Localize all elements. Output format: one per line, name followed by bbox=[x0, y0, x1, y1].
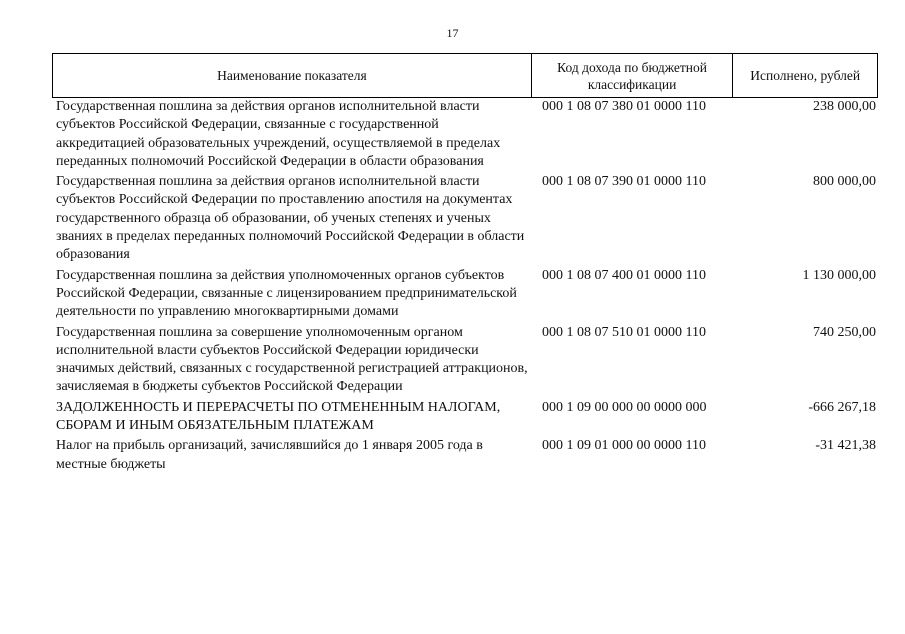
row-code: 000 1 08 07 510 01 0000 110 bbox=[542, 324, 706, 340]
header-code: Код дохода по бюджетной классификации bbox=[532, 54, 734, 97]
table-row bbox=[52, 267, 878, 324]
row-code: 000 1 09 00 000 00 0000 000 bbox=[542, 399, 707, 415]
row-code: 000 1 08 07 380 01 0000 110 bbox=[542, 99, 706, 114]
row-value: 238 000,00 bbox=[813, 99, 876, 114]
row-name: Налог на прибыль организаций, зачислявшийся до 1 января 2005 года в местные бюджеты bbox=[56, 438, 483, 472]
row-value: -31 421,38 bbox=[815, 438, 876, 454]
row-value: 1 130 000,00 bbox=[802, 267, 876, 283]
table-row bbox=[52, 98, 878, 173]
row-code: 000 1 08 07 390 01 0000 110 bbox=[542, 174, 706, 190]
row-value: 740 250,00 bbox=[813, 324, 876, 340]
table-row bbox=[52, 399, 878, 438]
row-value: 800 000,00 bbox=[813, 174, 876, 190]
row-name: Государственная пошлина за действия органов исполнительной власти субъектов Российской Федерации по проставлению апостиля на документах государственного образца об образовании, об ученых степенях и ученых званиях в пределах переданных полномочий Российской Федерации в области образования bbox=[56, 174, 525, 263]
header-value: Исполнено, рублей bbox=[750, 68, 861, 83]
table-body bbox=[52, 98, 878, 476]
page-number: 17 bbox=[446, 26, 459, 40]
row-code: 000 1 08 07 400 01 0000 110 bbox=[542, 267, 706, 283]
header-name: Наименование показателя bbox=[53, 54, 532, 97]
row-name: Государственная пошлина за действия органов исполнительной власти субъектов Российской Федерации, связанные с государственной аккредитацией образовательных учреждений, осуществляемой в пределах переданных полномочий Российской Федерации в области образования bbox=[56, 99, 501, 169]
row-code: 000 1 09 01 000 00 0000 110 bbox=[542, 438, 706, 454]
row-name: Государственная пошлина за совершение уполномоченным органом исполнительной власти субъектов Российской Федерации юридически значимых действий, связанных с государственной регистрацией аттракционов, зачисляемая в бюджеты субъектов Российской Федерации bbox=[56, 324, 528, 395]
row-name: ЗАДОЛЖЕННОСТЬ И ПЕРЕРАСЧЕТЫ ПО ОТМЕНЕННЫМ НАЛОГАМ, СБОРАМ И ИНЫМ ОБЯЗАТЕЛЬНЫМ ПЛАТЕЖАМ bbox=[56, 399, 501, 434]
table-header bbox=[52, 53, 878, 98]
table-row bbox=[52, 324, 878, 399]
row-name: Государственная пошлина за действия уполномоченных органов субъектов Российской Федерации, связанные с лицензированием предпринимательской деятельности по управлению многоквартирными домами bbox=[56, 267, 517, 320]
table-row bbox=[52, 173, 878, 266]
row-value: -666 267,18 bbox=[808, 399, 876, 415]
table-row bbox=[52, 437, 878, 476]
